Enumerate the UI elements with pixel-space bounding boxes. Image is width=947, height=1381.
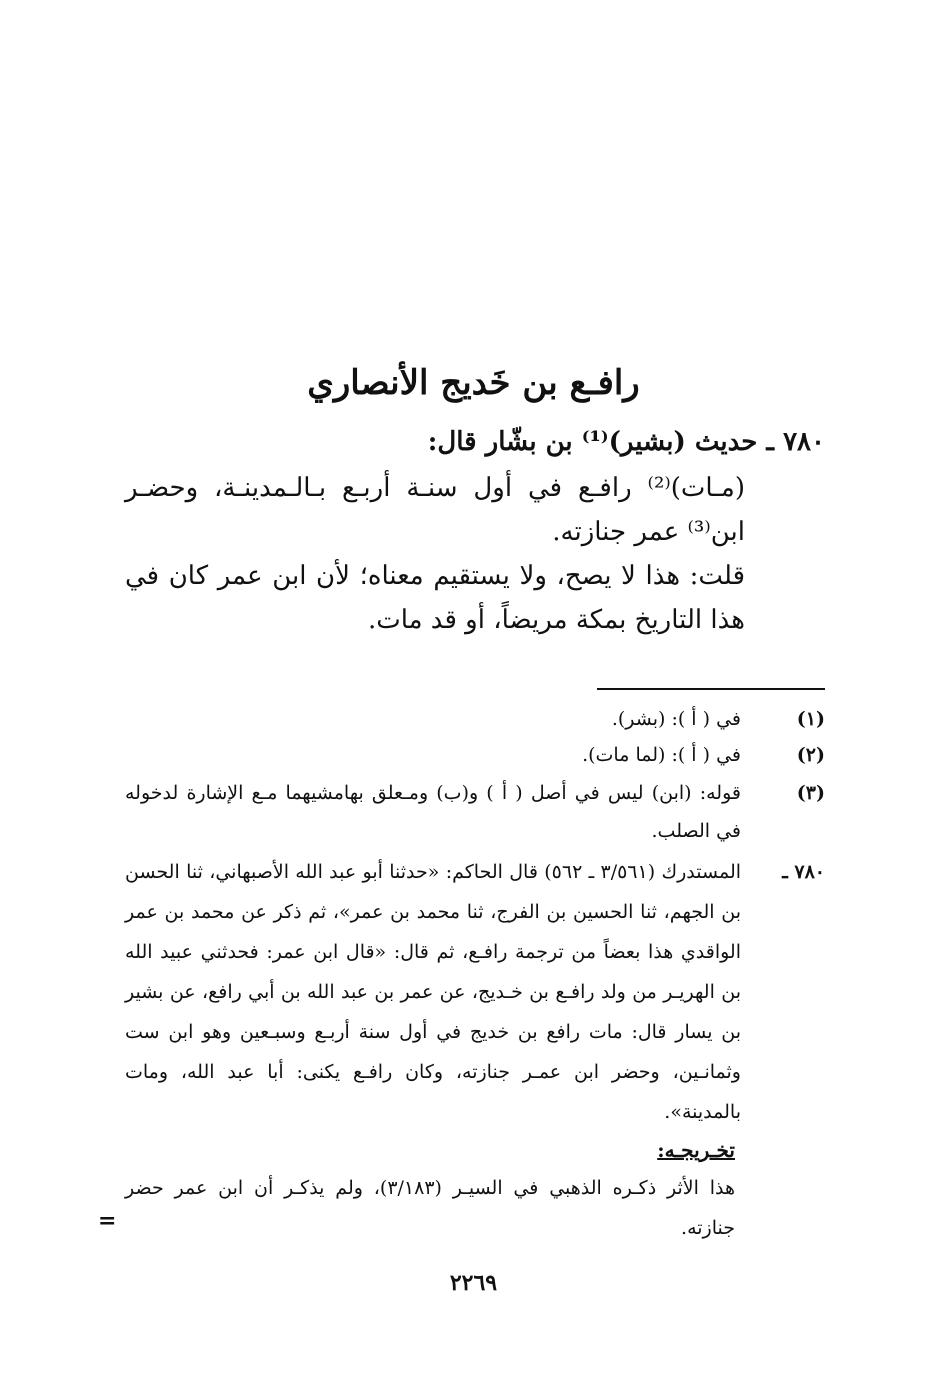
takhrij-text: هذا الأثر ذكـره الذهبي في السيـر (٣/١٨٣)، ولم يذكـر أن ابن عمر حضر جنازته. — [125, 1177, 735, 1239]
commentary-text: المستدرك (٣/٥٦١ ـ ٥٦٢) قال الحاكم: «حدثنا أبو عبد الله الأصبهاني، ثنا الحسن بن الجهم، ثنا الحسين بن الفرج، ثنا محمد بن عمر»، ثم ذكر عن محمد بن عمر الواقدي هذا بعضاً من ترجمة رافـع، ثم قال: «قال ابن عمر: فحدثني عبيد الله بن الهريـر من ولد رافـع بن خـديج، عن عمر بن عبد الله بن أبي رافع، عن بشير بن يسار قال: مات رافع بن خديج في أول سنة أربـع وسبـعين وهو ابن ست وثمانـين، وحضر ابن عمـر جنازته، وكان رافـع يكنى: أبا عبد الله، ومات بالمدينة». — [125, 861, 742, 1123]
page-number: ٢٢٦٩ — [449, 1270, 498, 1296]
hadith-body-block — [125, 466, 745, 642]
hadith-line-1: حديث (بشير)⁽¹⁾ بن بشّار قال: — [427, 427, 758, 457]
continuation-mark: = — [98, 1208, 117, 1234]
footnote-divider — [597, 688, 825, 690]
hadith-heading — [125, 420, 825, 464]
commentary-number: ٧٨٠ ـ — [782, 861, 825, 883]
hadith-comment: قلت: هذا لا يصح، ولا يستقيم معناه؛ لأن ابن عمر كان في هذا التاريخ بمكة مريضاً، أو قد مات. — [125, 561, 745, 635]
footnote-item — [125, 700, 825, 738]
footnote-number: (٢) — [796, 744, 825, 766]
hadith-body: (مـات)⁽²⁾ رافـع في أول سنـة أربـع بـالـمدينـة، وحضـر ابن⁽³⁾ عمر جنازته. — [125, 473, 745, 547]
footnote-number: (١) — [796, 708, 825, 730]
footnote-text: في ( أ ): (بشر). — [611, 708, 741, 730]
hadith-number: ٧٨٠ ـ — [766, 427, 825, 457]
takhrij-heading: تخـريجـه: — [657, 1138, 735, 1162]
section-title: رافـع بن خَديج الأنصاري — [307, 363, 640, 403]
footnote-text: قوله: (ابن) ليس في أصل ( أ ) و(ب) ومـعلق بهامشيهما مـع الإشارة لدخوله في الصلب. — [125, 782, 741, 842]
commentary-block — [125, 852, 825, 1132]
footnote-text: في ( أ ): (لما مات). — [582, 744, 741, 766]
footnote-item — [125, 736, 825, 774]
footnote-item — [125, 774, 825, 850]
footnote-number: (٣) — [796, 782, 825, 804]
